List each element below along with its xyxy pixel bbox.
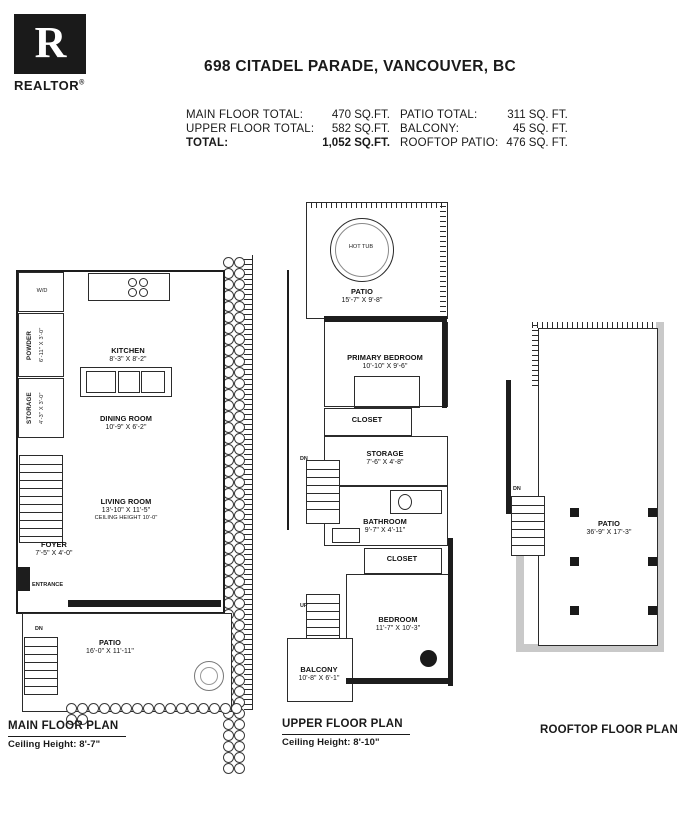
living-room-ceiling-note: CEILING HEIGHT 10'-0" xyxy=(94,515,158,522)
bedroom-right-wall xyxy=(448,538,453,686)
storage-room-label xyxy=(26,382,38,434)
landscape-feature-swirl-inner xyxy=(200,667,218,685)
upper-patio-label xyxy=(322,288,402,305)
primary-bedroom-label xyxy=(330,354,440,371)
kitchen-name: KITCHEN xyxy=(111,346,145,355)
rooftop-patio-outline xyxy=(538,328,658,646)
upper-storage-name: STORAGE xyxy=(366,449,404,458)
upper-staircase-down xyxy=(306,460,340,524)
main-floor-plan-title: MAIN FLOOR PLAN xyxy=(8,720,119,732)
rooftop-column xyxy=(648,508,657,517)
upper-patio-dim: 15'-7" X 9'-8" xyxy=(341,296,383,304)
rooftop-floor-plan xyxy=(492,320,692,760)
rooftop-column xyxy=(570,606,579,615)
washer-dryer-label: W/D xyxy=(36,288,48,294)
summary-table xyxy=(186,108,578,150)
main-floor-planter-strip xyxy=(244,255,252,710)
powder-room-name: POWDER xyxy=(26,330,33,360)
main-floor-exterior-stair xyxy=(24,637,58,695)
upper-storage-label xyxy=(330,450,440,467)
kitchen-counter-top xyxy=(88,273,170,301)
rooftop-column xyxy=(570,508,579,517)
rooftop-patio-value: 476 SQ. FT. xyxy=(506,137,568,149)
realtor-logo-mark xyxy=(14,14,86,74)
main-floor-patio-label xyxy=(62,639,158,656)
dining-room-name: DINING ROOM xyxy=(99,414,152,423)
kitchen-dim: 8'-3" X 8'-2" xyxy=(109,355,147,363)
realtor-logo-wordmark xyxy=(14,78,106,93)
upper-floor-title-rule xyxy=(282,734,410,735)
bedroom-label xyxy=(350,616,446,633)
main-floor-patio-dim: 16'-0" X 11'-11" xyxy=(86,647,134,655)
entrance-door xyxy=(18,567,30,591)
page-title: 698 CITADEL PARADE, VANCOUVER, BC xyxy=(204,58,516,75)
rooftop-stair-down-label: DN xyxy=(513,486,521,492)
storage-room-name: STORAGE xyxy=(26,392,33,424)
main-floor-patio-name: PATIO xyxy=(99,638,121,647)
total-label: TOTAL: xyxy=(186,137,229,149)
vanity-sink xyxy=(332,528,360,543)
main-floor-title-rule xyxy=(8,736,126,737)
powder-room-dim: 6'-11" X 3'-0" xyxy=(39,327,45,363)
total-value: 1,052 SQ.FT. xyxy=(322,137,390,149)
main-floor-planter-line xyxy=(252,255,253,710)
living-room-dim: 13'-10" X 11'-5" xyxy=(101,506,151,514)
balcony-label: BALCONY: xyxy=(399,123,460,135)
living-room-label xyxy=(74,498,178,522)
upper-stair-down-label: DN xyxy=(300,456,308,462)
kitchen-cabinet xyxy=(118,371,140,393)
rooftop-column xyxy=(570,557,579,566)
primary-bedroom-bed xyxy=(354,376,420,408)
realtor-logo xyxy=(14,14,106,98)
table-row xyxy=(186,136,578,150)
storage-room-dim: 4'-3" X 3'-0" xyxy=(39,392,45,424)
primary-bedroom-name: PRIMARY BEDROOM xyxy=(347,353,423,362)
cooktop-burner xyxy=(139,278,148,287)
patio-total-value: 311 SQ. FT. xyxy=(507,109,568,121)
hot-tub-label: HOT TUB xyxy=(348,244,374,250)
patio-total-label: PATIO TOTAL: xyxy=(399,109,478,121)
balcony-label xyxy=(288,666,350,683)
rooftop-floor-plan-title: ROOFTOP FLOOR PLAN xyxy=(540,724,678,736)
table-row xyxy=(186,108,578,122)
entrance-label: ENTRANCE xyxy=(32,582,64,588)
upper-floor-ceiling-height: Ceiling Height: 8'-10" xyxy=(282,737,380,748)
cooktop-burner xyxy=(128,278,137,287)
bedroom-round-table xyxy=(420,650,437,667)
powder-room-label xyxy=(26,317,38,373)
upper-floor-total-label: UPPER FLOOR TOTAL: xyxy=(186,123,315,135)
rooftop-column xyxy=(648,606,657,615)
foyer-label xyxy=(24,541,84,558)
upper-floor-plan xyxy=(278,198,483,758)
upper-storage-dim: 7'-6" X 4'-8" xyxy=(366,458,404,466)
cooktop-burner xyxy=(128,288,137,297)
main-floor-staircase xyxy=(19,455,63,543)
upper-patio-right-hatch xyxy=(440,202,446,317)
upper-floor-total-value: 582 SQ.FT. xyxy=(331,123,390,135)
toilet xyxy=(398,494,412,510)
realtor-logo-letter: R xyxy=(34,18,66,67)
rooftop-column xyxy=(648,557,657,566)
upper-right-wall-primary xyxy=(442,316,447,408)
rooftop-patio-dim: 36'-9" X 17'-3" xyxy=(586,528,632,536)
main-floor-total-value: 470 SQ.FT. xyxy=(331,109,390,121)
foyer-name: FOYER xyxy=(41,540,67,549)
upper-patio-top-hatch xyxy=(306,202,446,208)
kitchen-sink xyxy=(86,371,116,393)
main-floor-shrub-row xyxy=(66,703,252,715)
cooktop-burner xyxy=(139,288,148,297)
upper-patio-name: PATIO xyxy=(351,287,373,296)
balcony-value: 45 SQ. FT. xyxy=(512,123,568,135)
main-floor-total-label: MAIN FLOOR TOTAL: xyxy=(186,109,304,121)
foyer-dim: 7'-5" X 4'-0" xyxy=(35,549,73,557)
primary-bedroom-dim: 10'-10" X 9'-6" xyxy=(362,362,408,370)
table-row xyxy=(186,122,578,136)
kitchen-cabinet xyxy=(141,371,165,393)
dining-room-label xyxy=(80,415,172,432)
main-floor-bottom-wall xyxy=(68,600,221,607)
upper-bottom-wall xyxy=(346,678,450,684)
upper-floor-plan-title: UPPER FLOOR PLAN xyxy=(282,718,403,730)
closet-upper-1-name: CLOSET xyxy=(351,415,383,424)
rooftop-patio-label xyxy=(564,520,654,537)
bedroom-name: BEDROOM xyxy=(378,615,418,624)
closet-upper-2-name: CLOSET xyxy=(386,554,418,563)
upper-stair-up-label: UP xyxy=(300,603,308,609)
balcony-name: BALCONY xyxy=(300,665,338,674)
dining-room-dim: 10'-9" X 6'-2" xyxy=(105,423,147,431)
closet-upper-1-label xyxy=(328,416,406,425)
rooftop-staircase xyxy=(511,496,545,556)
bedroom-dim: 11'-7" X 10'-3" xyxy=(375,624,421,632)
kitchen-label xyxy=(86,347,170,364)
rooftop-patio-label: ROOFTOP PATIO: xyxy=(399,137,499,149)
main-floor-plan xyxy=(8,255,258,775)
upper-left-wall-upper xyxy=(287,270,289,530)
living-room-name: LIVING ROOM xyxy=(100,497,152,506)
rooftop-deck-left-wall xyxy=(506,380,511,514)
realtor-logo-word: REALTOR xyxy=(14,78,80,93)
balcony-dim: 10'-8" X 6'-1" xyxy=(298,674,340,682)
main-floor-yard-left-edge xyxy=(22,613,23,710)
main-floor-ceiling-height: Ceiling Height: 8'-7" xyxy=(8,739,101,750)
rooftop-patio-name: PATIO xyxy=(598,519,620,528)
realtor-logo-trademark: ® xyxy=(79,79,85,87)
bathroom-name: BATHROOM xyxy=(363,517,407,526)
closet-upper-2-label xyxy=(366,555,438,564)
main-floor-stair-down-label: DN xyxy=(35,626,43,632)
bathroom-dim: 9'-7" X 4'-11" xyxy=(364,526,406,534)
